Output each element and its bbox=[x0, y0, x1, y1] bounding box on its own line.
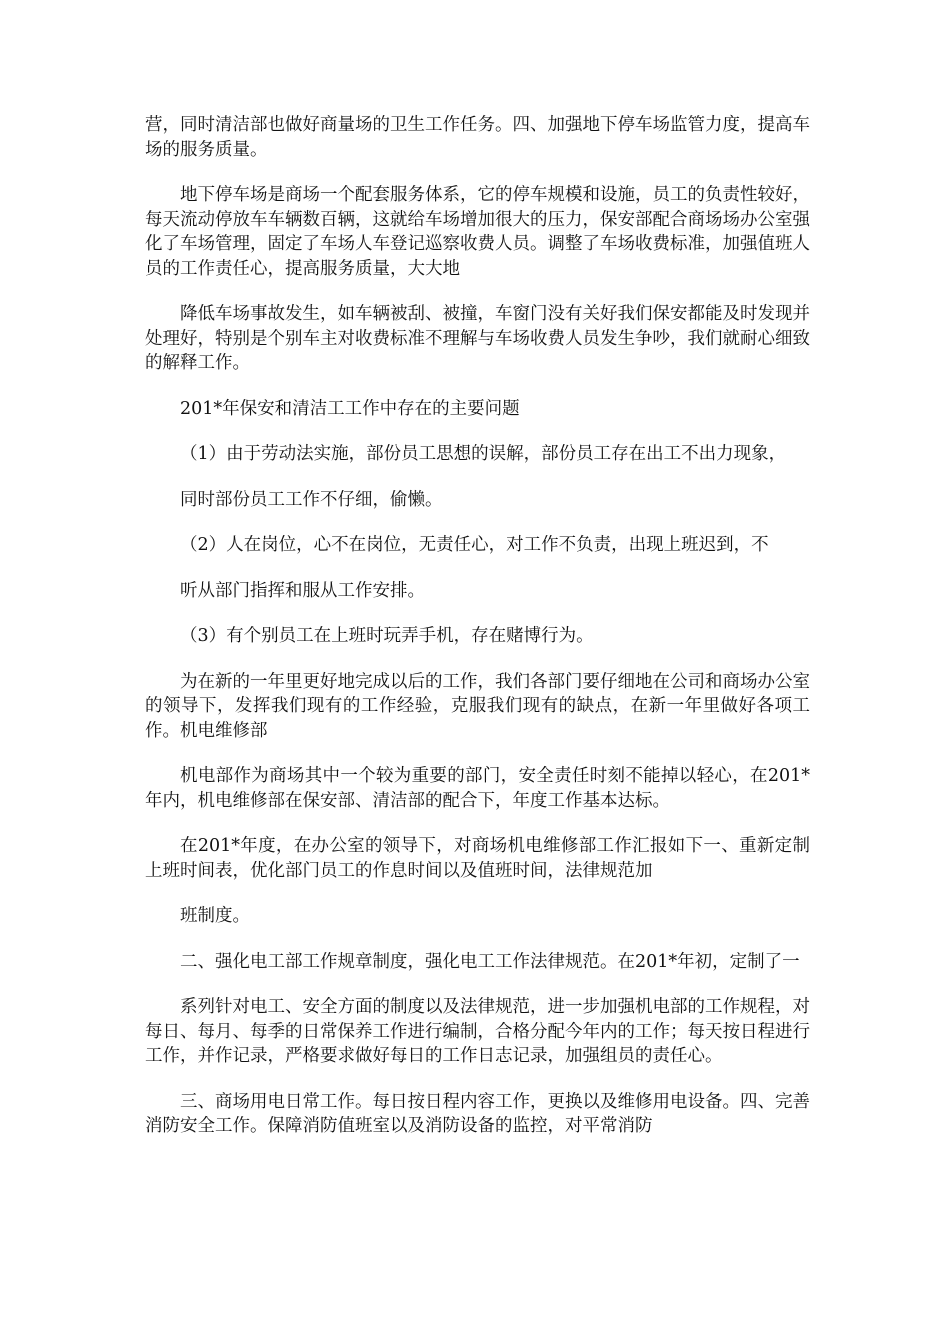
document-page bbox=[145, 113, 810, 1160]
paragraph-item-2: 二、强化电工部工作规章制度，强化电工工作法律规范。在201*年初，定制了一 bbox=[180, 951, 800, 972]
paragraph-problem-2: （2）人在岗位，心不在岗位，无责任心，对工作不负责，出现上班迟到，不 bbox=[180, 535, 769, 555]
paragraph-item-2-cont: 系列针对电工、安全方面的制度以及法律规范，进一步加强机电部的工作规程，对每日、每月、每季的日常保养工作进行编制，合格分配今年内的工作；每天按日程进行工作，并作记录，严格要求做好每日的工作日志记录，加强组员的责任心。 bbox=[145, 997, 810, 1066]
paragraph-new-year: 为在新的一年里更好地完成以后的工作，我们各部门要仔细地在公司和商场办公室的领导下，发挥我们现有的工作经验，克服我们现有的缺点，在新一年里做好各项工作。机电维修部 bbox=[145, 671, 810, 741]
paragraph-2: 地下停车场是商场一个配套服务体系，它的停车规模和设施，员工的负责性较好，每天流动停放车车辆数百辆，这就给车场增加很大的压力，保安部配合商场场办公室强化了车场管理，固定了车场人车登记巡察收费人员。调整了车场收费标准，加强值班人员的工作责任心，提高服务质量，大大地 bbox=[145, 185, 810, 279]
paragraph-report-cont: 班制度。 bbox=[180, 906, 250, 926]
paragraph-problem-1: （1）由于劳动法实施，部份员工思想的误解，部份员工存在出工不出力现象， bbox=[180, 444, 787, 464]
paragraph-report: 在201*年度，在办公室的领导下，对商场机电维修部工作汇报如下一、重新定制上班时间表，优化部门员工的作息时间以及值班时间，法律规范加 bbox=[145, 836, 810, 881]
paragraph-problem-2-cont: 听从部门指挥和服从工作安排。 bbox=[180, 580, 425, 601]
paragraph-item-3-4: 三、商场用电日常工作。每日按日程内容工作，更换以及维修用电设备。四、完善消防安全工作。保障消防值班室以及消防设备的监控，对平常消防 bbox=[145, 1091, 810, 1136]
section-heading-problems: 201*年保安和清洁工工作中存在的主要问题 bbox=[180, 398, 520, 419]
paragraph-problem-3: （3）有个别员工在上班时玩弄手机，存在赌博行为。 bbox=[180, 626, 594, 646]
paragraph-3: 降低车场事故发生，如车辆被刮、被撞，车窗门没有关好我们保安都能及时发现并处理好，特别是个别车主对收费标准不理解与车场收费人员发生争吵，我们就耐心细致的解释工作。 bbox=[145, 304, 810, 373]
paragraph-1: 营，同时清洁部也做好商量场的卫生工作任务。四、加强地下停车场监管力度，提高车场的服务质量。 bbox=[145, 115, 810, 160]
paragraph-mech-dept: 机电部作为商场其中一个较为重要的部门，安全责任时刻不能掉以轻心，在201*年内，机电维修部在保安部、清洁部的配合下，年度工作基本达标。 bbox=[145, 766, 810, 811]
paragraph-problem-1-cont: 同时部份员工工作不仔细，偷懒。 bbox=[180, 489, 443, 510]
